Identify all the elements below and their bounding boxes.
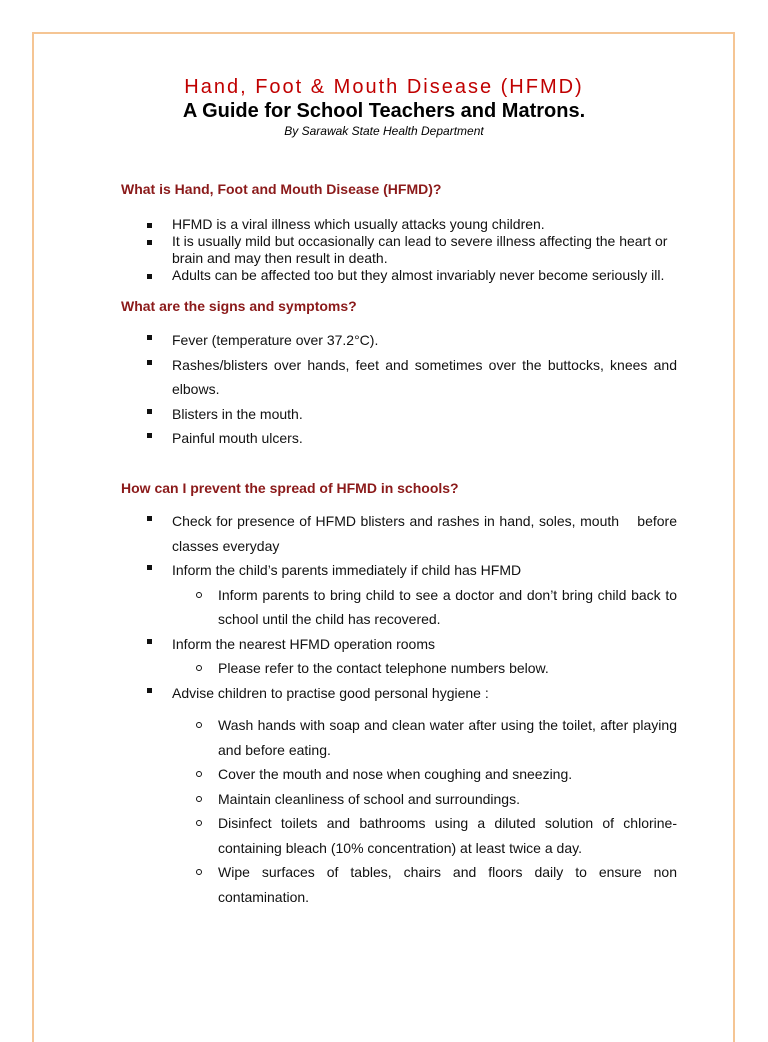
prevent-list [145, 509, 681, 705]
bullet-icon [147, 639, 152, 644]
sub-list-item: Please refer to the contact telephone numbers below. [145, 656, 677, 681]
bullet-icon [147, 409, 152, 414]
document-title: Hand, Foot & Mouth Disease (HFMD) [184, 76, 584, 98]
bullet-icon [147, 565, 152, 570]
section-heading-what-is: What is Hand, Foot and Mouth Disease (HFMD)? [121, 181, 442, 197]
section-heading-signs: What are the signs and symptoms? [121, 298, 357, 314]
sub-list-item: Cover the mouth and nose when coughing and sneezing. [145, 762, 677, 787]
sub-list-item: Wash hands with soap and clean water after using the toilet, after playing and before eating. [145, 713, 677, 762]
sub-list-item: Inform parents to bring child to see a doctor and don’t bring child back to school until the child has recovered. [145, 583, 677, 632]
byline: By Sarawak State Health Department [284, 124, 484, 138]
bullet-icon [147, 274, 152, 279]
sub-list-item: Wipe surfaces of tables, chairs and floors daily to ensure non contamination. [145, 860, 677, 909]
list-item: Inform the child’s parents immediately if child has HFMD [145, 558, 677, 583]
circle-bullet-icon [196, 869, 202, 875]
sub-list-item: Maintain cleanliness of school and surroundings. [145, 787, 677, 812]
list-item: Check for presence of HFMD blisters and rashes in hand, soles, mouth before classes everyday [145, 509, 677, 558]
hygiene-list [145, 713, 677, 909]
list-item: Fever (temperature over 37.2°C). [145, 328, 677, 353]
circle-bullet-icon [196, 820, 202, 826]
bullet-icon [147, 240, 152, 245]
list-item: HFMD is a viral illness which usually attacks young children. [145, 216, 677, 233]
sub-list-item: Disinfect toilets and bathrooms using a diluted solution of chlorine-containing bleach (10% concentration) at least twice a day. [145, 811, 677, 860]
bullet-icon [147, 688, 152, 693]
signs-list [145, 328, 677, 451]
circle-bullet-icon [196, 771, 202, 777]
circle-bullet-icon [196, 722, 202, 728]
circle-bullet-icon [196, 796, 202, 802]
bullet-icon [147, 223, 152, 228]
list-item: Blisters in the mouth. [145, 402, 677, 427]
bullet-icon [147, 335, 152, 340]
document-subtitle: A Guide for School Teachers and Matrons. [182, 100, 586, 122]
list-item: It is usually mild but occasionally can lead to severe illness affecting the heart or brain and may then result in death. [145, 233, 677, 267]
list-item: Adults can be affected too but they almost invariably never become seriously ill. [145, 267, 677, 284]
circle-bullet-icon [196, 665, 202, 671]
list-item: Inform the nearest HFMD operation rooms [145, 632, 677, 657]
list-item: Advise children to practise good personal hygiene : [145, 681, 677, 706]
what-is-list [145, 216, 677, 284]
list-item: Painful mouth ulcers. [145, 426, 677, 451]
circle-bullet-icon [196, 592, 202, 598]
bullet-icon [147, 433, 152, 438]
section-heading-prevent: How can I prevent the spread of HFMD in schools? [121, 480, 459, 496]
bullet-icon [147, 516, 152, 521]
bullet-icon [147, 360, 152, 365]
list-item: Rashes/blisters over hands, feet and sometimes over the buttocks, knees and elbows. [145, 353, 677, 402]
